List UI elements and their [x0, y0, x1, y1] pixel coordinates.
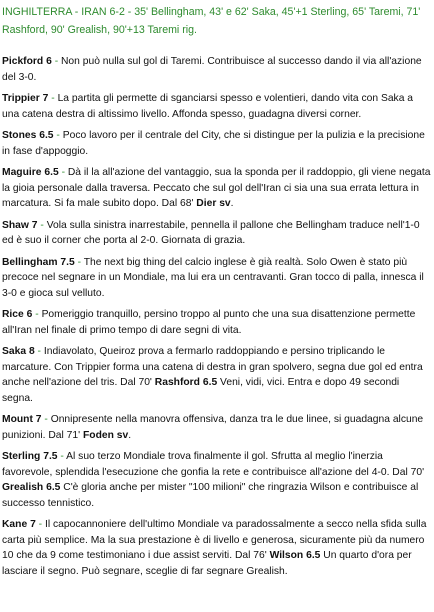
player-rating	[2, 517, 431, 579]
player-comment: Vola sulla sinistra inarrestabile, pennella il pallone che Bellingham traduce nell'1-0 ed è suo il corner che porta al 2-0. Giornata di grazia.	[2, 219, 420, 246]
substitute-grade: 6.5	[46, 482, 61, 493]
separator-dash: -	[51, 93, 55, 104]
substitute-name: Grealish	[2, 482, 44, 493]
substitute-comment: .	[128, 429, 132, 441]
player-rating	[2, 307, 431, 338]
player-grade: 7	[30, 519, 36, 530]
substitute-comment: C'è gloria anche per mister "100 milioni" che ringrazia Wilson e contribuisce al successo tennistico.	[2, 482, 419, 509]
player-rating	[2, 165, 431, 212]
substitute-grade: sv	[219, 198, 231, 209]
player-name: Kane	[2, 519, 28, 530]
player-comment: Pomeriggio tranquillo, persino troppo al punto che una sua disattenzione permette all'Iran nel finale di primo tempo di dare segni di vita.	[2, 309, 416, 336]
substitute-grade: 6.5	[202, 377, 218, 388]
player-grade: 7	[35, 414, 42, 425]
substitute-name: Rashford	[154, 377, 200, 388]
player-grade: 6	[46, 56, 52, 67]
player-grade: 7	[42, 93, 49, 104]
player-name: Saka	[2, 346, 27, 357]
player-grade: 6	[26, 309, 33, 320]
separator-dash: -	[35, 309, 39, 320]
player-grade: 7.5	[43, 451, 58, 462]
player-comment: The next big thing del calcio inglese è già realtà. Solo Owen è stato più precoce nel segnare in un Mondiale, ma lui era un centravanti. Gran tocco di palla, innesca il 3-0 e gioca sul velluto.	[2, 256, 424, 299]
player-comment: Al suo terzo Mondiale trova finalmente il gol. Sfrutta al meglio l'inerzia favorevole, splendida l'esecuzione che gonfia la rete e contribuisce all'azione del 4-0. Dal 70'	[2, 451, 425, 478]
player-name: Trippier	[2, 93, 40, 104]
player-name: Bellingham	[2, 256, 58, 268]
separator-dash: -	[60, 451, 64, 462]
separator-dash: -	[56, 130, 60, 141]
player-name: Mount	[2, 414, 33, 425]
player-grade: 6.5	[39, 130, 54, 141]
player-rating	[2, 449, 431, 511]
player-comment: Poco lavoro per il centrale del City, che si distingue per la pulizia e la precisione in fase d'appoggio.	[2, 130, 425, 157]
player-grade: 8	[28, 346, 35, 357]
substitute-comment: Veni, vidi, vici. Entra e dopo 49 secondi segna.	[2, 377, 400, 404]
player-comment: Il capocannoniere dell'ultimo Mondiale va paradossalmente a secco nella sfida sulla carta più semplice. Ma la sua prestazione è di livello e generosa, sicuramente più da numero 10 che da 9 come testimoniano i due assist serviti. Dal 76'	[2, 519, 427, 561]
match-header-line-1: INGHILTERRA - IRAN 6-2 - 35' Bellingham, 43' e 62' Saka, 45'+1 Sterling, 65' Taremi, 71'	[2, 6, 421, 18]
player-comment: Indiavolato, Queiroz prova a fermarlo raddoppiando e persino triplicando le marcature. Con Trippier forma una catena di destra in gran spolvero, segna due gol ed entra anche nell'azione del tris. Dal 70'	[2, 346, 423, 388]
substitute-comment: Un quarto d'ora per lasciare il segno. Può segnare, sceglie di far segnare Grealish.	[2, 550, 412, 577]
match-header	[2, 3, 431, 39]
player-name: Sterling	[2, 451, 41, 462]
separator-dash: -	[37, 346, 41, 357]
player-name: Pickford	[2, 56, 44, 67]
player-comment: Non può nulla sul gol di Taremi. Contribuisce al successo dando il via all'azione del 3-0.	[2, 56, 422, 83]
separator-dash: -	[54, 56, 59, 67]
player-rating	[2, 255, 431, 302]
player-grade: 6.5	[44, 167, 59, 178]
separator-dash: -	[38, 519, 43, 530]
player-name: Stones	[2, 130, 37, 141]
player-grade: 7	[31, 219, 38, 231]
separator-dash: -	[44, 414, 48, 425]
spacer	[2, 39, 431, 54]
player-rating	[2, 91, 431, 122]
player-rating	[2, 54, 431, 85]
player-name: Rice	[2, 309, 24, 320]
substitute-name: Wilson	[269, 550, 304, 561]
separator-dash: -	[40, 219, 44, 231]
separator-dash: -	[61, 167, 65, 178]
player-name: Maguire	[2, 167, 42, 178]
separator-dash: -	[77, 256, 82, 268]
player-rating	[2, 344, 431, 406]
player-ratings-list	[2, 54, 431, 579]
substitute-grade: 6.5	[306, 550, 321, 561]
player-rating	[2, 412, 431, 443]
player-comment: La partita gli permette di sganciarsi spesso e volentieri, dando vita con Saka a una catena destra di altissimo livello. Affonda spesso, guadagna diversi corner.	[2, 93, 414, 120]
player-comment: Dà il la all'azione del vantaggio, sua la sponda per il raddoppio, gli viene negata la gioia personale dalla traversa. Peccato che sul gol dell'Iran ci sia una sua errata lettura in marcatura. Si fa male subito dopo. Dal 68'	[2, 167, 431, 209]
player-rating	[2, 128, 431, 159]
player-rating	[2, 218, 431, 249]
player-comment: Onnipresente nella manovra offensiva, danza tra le due linee, si guadagna alcune punizioni. Dal 71'	[2, 414, 424, 441]
match-header-line-2: Rashford, 90' Grealish, 90'+13 Taremi rig.	[2, 24, 197, 36]
substitute-comment: .	[230, 198, 234, 209]
substitute-grade: sv	[116, 429, 129, 441]
substitute-name: Foden	[82, 429, 114, 441]
article-page	[0, 3, 434, 612]
player-name: Shaw	[2, 219, 29, 231]
player-grade: 7.5	[60, 256, 75, 268]
substitute-name: Dier	[196, 198, 217, 209]
